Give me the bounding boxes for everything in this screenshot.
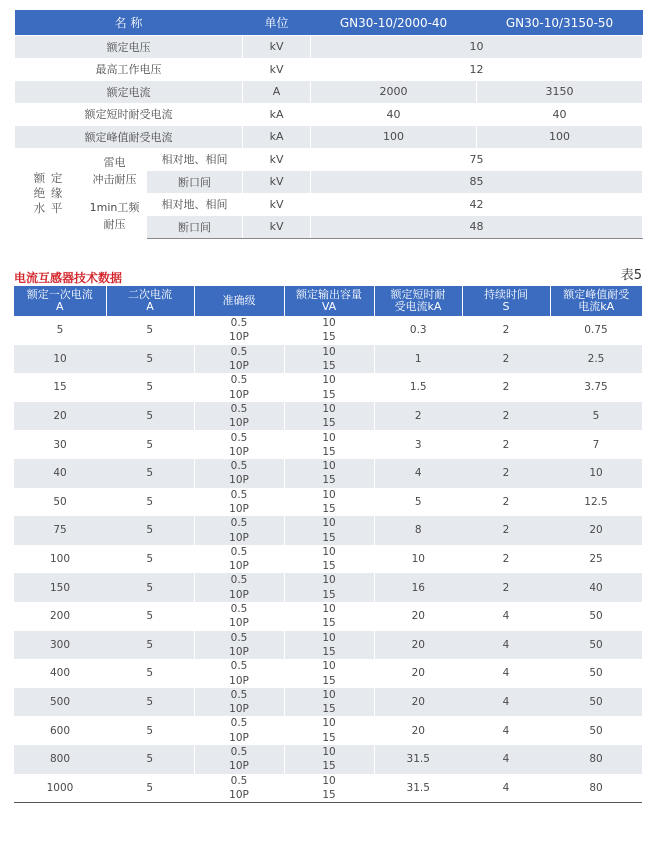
insulation-sub-label: 断口间 [147,171,243,194]
peak-current-cell: 5 [550,402,642,431]
power-frequency-label: 1min工频 耐压 [83,193,147,238]
param-unit: kV [243,148,311,171]
primary-current-cell: 150 [14,573,106,602]
capacity-cell: 15 [284,330,374,344]
parameters-table [14,10,643,239]
short-time-current-cell: 10 [374,545,462,574]
accuracy-class-cell: 0.5 [194,688,284,702]
duration-cell: 2 [462,488,550,517]
short-time-current-cell: 1 [374,345,462,374]
param-value-a: 40 [311,103,477,126]
param-unit: kA [243,126,311,149]
param-unit: A [243,81,311,104]
header-duration: 持续时间 S [462,286,550,316]
accuracy-class-cell: 10P [194,588,284,602]
header-primary-current: 额定一次电流 A [14,286,106,316]
duration-cell: 4 [462,659,550,688]
accuracy-class-cell: 0.5 [194,459,284,473]
param-value: 12 [311,58,643,81]
accuracy-class-cell: 10P [194,445,284,459]
secondary-current-cell: 5 [106,774,194,803]
capacity-cell: 15 [284,502,374,516]
capacity-cell: 15 [284,645,374,659]
accuracy-class-cell: 10P [194,330,284,344]
secondary-current-cell: 5 [106,488,194,517]
table-row [14,573,642,587]
peak-current-cell: 0.75 [550,316,642,345]
capacity-cell: 10 [284,774,374,788]
param-unit: kV [243,193,311,216]
duration-cell: 4 [462,716,550,745]
secondary-current-cell: 5 [106,573,194,602]
peak-current-cell: 50 [550,688,642,717]
param-value-b: 40 [477,103,643,126]
peak-current-cell: 20 [550,516,642,545]
accuracy-class-cell: 10P [194,759,284,773]
peak-current-cell: 25 [550,545,642,574]
ct-header-row [14,286,642,316]
peak-current-cell: 50 [550,659,642,688]
table-row [14,688,642,702]
accuracy-class-cell: 0.5 [194,373,284,387]
accuracy-class-cell: 10P [194,673,284,687]
table-row [14,516,642,530]
short-time-current-cell: 20 [374,716,462,745]
capacity-cell: 10 [284,316,374,330]
table-row [15,36,643,59]
primary-current-cell: 1000 [14,774,106,803]
duration-cell: 2 [462,516,550,545]
duration-cell: 4 [462,602,550,631]
table-row [14,316,642,330]
primary-current-cell: 500 [14,688,106,717]
secondary-current-cell: 5 [106,716,194,745]
accuracy-class-cell: 10P [194,502,284,516]
primary-current-cell: 200 [14,602,106,631]
short-time-current-cell: 31.5 [374,745,462,774]
table-row [14,659,642,673]
secondary-current-cell: 5 [106,745,194,774]
short-time-current-cell: 20 [374,631,462,660]
secondary-current-cell: 5 [106,602,194,631]
param-unit: kV [243,58,311,81]
header-name: 名 称 [15,10,243,36]
capacity-cell: 15 [284,387,374,401]
section-title: 电流互感器技术数据 [14,271,123,285]
header-unit: 单位 [243,10,311,36]
duration-cell: 4 [462,774,550,803]
capacity-cell: 15 [284,616,374,630]
secondary-current-cell: 5 [106,459,194,488]
primary-current-cell: 20 [14,402,106,431]
accuracy-class-cell: 0.5 [194,488,284,502]
accuracy-class-cell: 0.5 [194,573,284,587]
accuracy-class-cell: 0.5 [194,545,284,559]
table-row [14,631,642,645]
capacity-cell: 10 [284,430,374,444]
accuracy-class-cell: 10P [194,702,284,716]
table-row [15,193,643,216]
capacity-cell: 15 [284,530,374,544]
primary-current-cell: 50 [14,488,106,517]
insulation-sub-label: 相对地、相间 [147,193,243,216]
accuracy-class-cell: 10P [194,359,284,373]
param-value: 42 [311,193,643,216]
short-time-current-cell: 16 [374,573,462,602]
param-value: 75 [311,148,643,171]
param-value-a: 100 [311,126,477,149]
capacity-cell: 15 [284,473,374,487]
duration-cell: 2 [462,459,550,488]
table-row [14,716,642,730]
accuracy-class-cell: 0.5 [194,659,284,673]
duration-cell: 2 [462,573,550,602]
primary-current-cell: 600 [14,716,106,745]
table-row [15,58,643,81]
short-time-current-cell: 20 [374,659,462,688]
insulation-level-label: 额 定 绝 缘 水 平 [15,148,83,238]
short-time-current-cell: 0.3 [374,316,462,345]
param-unit: kV [243,171,311,194]
accuracy-class-cell: 0.5 [194,402,284,416]
param-value-b: 3150 [477,81,643,104]
peak-current-cell: 7 [550,430,642,459]
secondary-current-cell: 5 [106,373,194,402]
ct-table-body [14,316,642,803]
secondary-current-cell: 5 [106,345,194,374]
capacity-cell: 10 [284,459,374,473]
duration-cell: 4 [462,631,550,660]
accuracy-class-cell: 0.5 [194,602,284,616]
primary-current-cell: 800 [14,745,106,774]
peak-current-cell: 2.5 [550,345,642,374]
duration-cell: 2 [462,402,550,431]
capacity-cell: 15 [284,702,374,716]
table-row [15,126,643,149]
accuracy-class-cell: 10P [194,731,284,745]
peak-current-cell: 50 [550,602,642,631]
primary-current-cell: 10 [14,345,106,374]
param-name: 额定电压 [15,36,243,59]
primary-current-cell: 75 [14,516,106,545]
param-value: 48 [311,216,643,239]
capacity-cell: 15 [284,559,374,573]
table-number: 表5 [620,268,642,283]
peak-current-cell: 50 [550,716,642,745]
peak-current-cell: 10 [550,459,642,488]
header-model-a: GN30-10/2000-40 [311,10,477,36]
primary-current-cell: 100 [14,545,106,574]
capacity-cell: 10 [284,345,374,359]
accuracy-class-cell: 10P [194,416,284,430]
accuracy-class-cell: 0.5 [194,745,284,759]
duration-cell: 2 [462,545,550,574]
table-row [14,774,642,788]
primary-current-cell: 400 [14,659,106,688]
secondary-current-cell: 5 [106,545,194,574]
primary-current-cell: 30 [14,430,106,459]
param-value-a: 2000 [311,81,477,104]
short-time-current-cell: 20 [374,688,462,717]
accuracy-class-cell: 10P [194,788,284,803]
param-value-b: 100 [477,126,643,149]
capacity-cell: 15 [284,673,374,687]
capacity-cell: 15 [284,359,374,373]
primary-current-cell: 15 [14,373,106,402]
param-value: 10 [311,36,643,59]
short-time-current-cell: 4 [374,459,462,488]
header-peak-current: 额定峰值耐受 电流kA [550,286,642,316]
duration-cell: 2 [462,430,550,459]
lightning-impulse-label: 雷电 冲击耐压 [83,148,147,193]
capacity-cell: 10 [284,659,374,673]
short-time-current-cell: 5 [374,488,462,517]
accuracy-class-cell: 0.5 [194,631,284,645]
secondary-current-cell: 5 [106,516,194,545]
short-time-current-cell: 8 [374,516,462,545]
table-row [15,81,643,104]
table-row [14,373,642,387]
table-row [14,402,642,416]
param-unit: kV [243,216,311,239]
header-accuracy-class: 准确级 [194,286,284,316]
duration-cell: 2 [462,373,550,402]
table-row [14,488,642,502]
capacity-cell: 15 [284,788,374,803]
short-time-current-cell: 2 [374,402,462,431]
short-time-current-cell: 1.5 [374,373,462,402]
accuracy-class-cell: 0.5 [194,345,284,359]
table-row [14,545,642,559]
param-unit: kA [243,103,311,126]
peak-current-cell: 40 [550,573,642,602]
table-row [14,602,642,616]
accuracy-class-cell: 10P [194,616,284,630]
param-name: 最高工作电压 [15,58,243,81]
short-time-current-cell: 31.5 [374,774,462,803]
capacity-cell: 10 [284,688,374,702]
capacity-cell: 10 [284,573,374,587]
capacity-cell: 15 [284,731,374,745]
secondary-current-cell: 5 [106,430,194,459]
header-secondary-current: 二次电流 A [106,286,194,316]
accuracy-class-cell: 10P [194,645,284,659]
accuracy-class-cell: 0.5 [194,430,284,444]
short-time-current-cell: 3 [374,430,462,459]
table-row [14,345,642,359]
primary-current-cell: 300 [14,631,106,660]
capacity-cell: 10 [284,602,374,616]
duration-cell: 2 [462,316,550,345]
duration-cell: 2 [462,345,550,374]
param-name: 额定短时耐受电流 [15,103,243,126]
peak-current-cell: 80 [550,774,642,803]
secondary-current-cell: 5 [106,316,194,345]
accuracy-class-cell: 10P [194,387,284,401]
insulation-sub-label: 相对地、相间 [147,148,243,171]
capacity-cell: 10 [284,631,374,645]
ct-data-table [14,286,642,803]
peak-current-cell: 50 [550,631,642,660]
accuracy-class-cell: 0.5 [194,716,284,730]
param-name: 额定电流 [15,81,243,104]
duration-cell: 4 [462,745,550,774]
param-value: 85 [311,171,643,194]
accuracy-class-cell: 0.5 [194,316,284,330]
capacity-cell: 10 [284,516,374,530]
primary-current-cell: 5 [14,316,106,345]
header-short-time-current: 额定短时耐 受电流kA [374,286,462,316]
duration-cell: 4 [462,688,550,717]
table-row [14,459,642,473]
capacity-cell: 15 [284,416,374,430]
accuracy-class-cell: 10P [194,559,284,573]
accuracy-class-cell: 10P [194,530,284,544]
capacity-cell: 15 [284,445,374,459]
parameters-header-row [15,10,643,36]
primary-current-cell: 40 [14,459,106,488]
accuracy-class-cell: 0.5 [194,516,284,530]
insulation-sub-label: 断口间 [147,216,243,239]
secondary-current-cell: 5 [106,631,194,660]
capacity-cell: 15 [284,588,374,602]
secondary-current-cell: 5 [106,688,194,717]
param-name: 额定峰值耐受电流 [15,126,243,149]
table-row [15,103,643,126]
capacity-cell: 10 [284,373,374,387]
peak-current-cell: 3.75 [550,373,642,402]
secondary-current-cell: 5 [106,402,194,431]
peak-current-cell: 12.5 [550,488,642,517]
secondary-current-cell: 5 [106,659,194,688]
table-row [14,745,642,759]
capacity-cell: 10 [284,716,374,730]
short-time-current-cell: 20 [374,602,462,631]
param-unit: kV [243,36,311,59]
capacity-cell: 10 [284,745,374,759]
header-output-capacity: 额定输出容量 VA [284,286,374,316]
peak-current-cell: 80 [550,745,642,774]
capacity-cell: 10 [284,402,374,416]
header-model-b: GN30-10/3150-50 [477,10,643,36]
accuracy-class-cell: 10P [194,473,284,487]
capacity-cell: 10 [284,545,374,559]
capacity-cell: 10 [284,488,374,502]
table-row [14,430,642,444]
capacity-cell: 15 [284,759,374,773]
table-row [15,148,643,171]
accuracy-class-cell: 0.5 [194,774,284,788]
